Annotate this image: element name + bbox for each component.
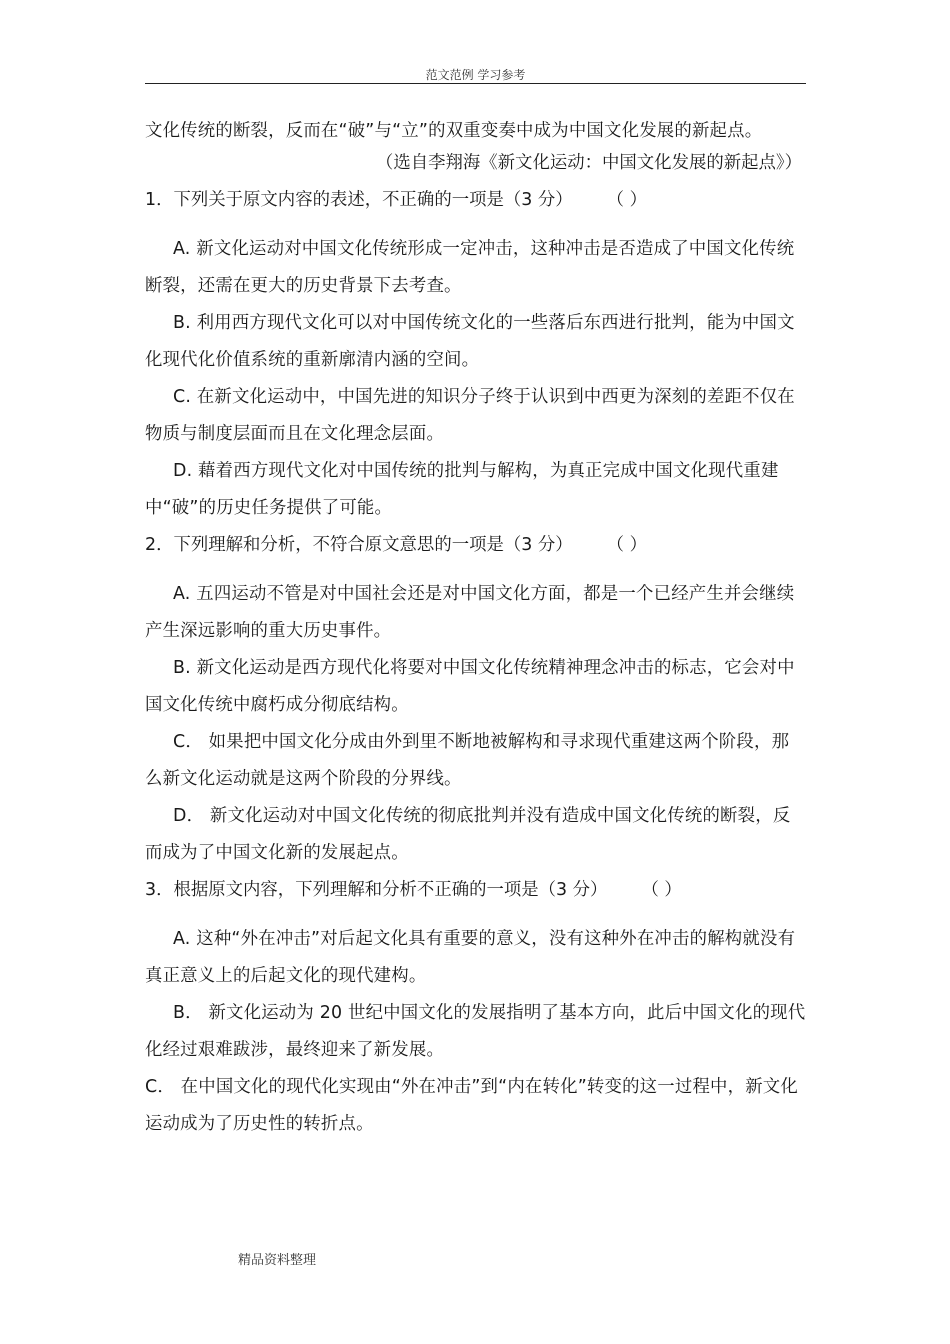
intro-paragraph: 文化传统的断裂，反而在“破”与“立”的双重变奏中成为中国文化发展的新起点。: [145, 121, 763, 141]
source-citation: （选自李翔海《新文化运动：中国文化发展的新起点》）: [375, 153, 802, 173]
question-2-option-d: D． 新文化运动对中国文化传统的彻底批判并没有造成中国文化传统的断裂，反而成为了中国文化新的发展起点。: [145, 806, 791, 863]
question-1-option-a: A. 新文化运动对中国文化传统形成一定冲击，这种冲击是否造成了中国文化传统断裂，还需在更大的历史背景下去考查。: [145, 239, 795, 296]
question-3-answer-blank: （ ）: [641, 880, 682, 900]
question-1-option-d: D. 藉着西方现代文化对中国传统的批判与解构，为真正完成中国文化现代重建中“破”的历史任务提供了可能。: [145, 461, 779, 518]
question-1-option-b: B. 利用西方现代文化可以对中国传统文化的一些落后东西进行批判，能为中国文化现代化价值系统的重新廓清内涵的空间。: [145, 313, 795, 370]
question-1-option-c: C. 在新文化运动中，中国先进的知识分子终于认识到中西更为深刻的差距不仅在物质与制度层面而且在文化理念层面。: [145, 387, 795, 444]
question-3-option-a: A. 这种“外在冲击”对后起文化具有重要的意义，没有这种外在冲击的解构就没有真正意义上的后起文化的现代建构。: [145, 929, 796, 986]
page-header: 范文范例 学习参考: [425, 68, 526, 82]
question-3-option-c: C． 在中国文化的现代化实现由“外在冲击”到“内在转化”转变的这一过程中，新文化运动成为了历史性的转折点。: [145, 1077, 798, 1134]
page-footer: 精品资料整理: [238, 1253, 317, 1268]
question-3-text: 3．根据原文内容，下列理解和分析不正确的一项是（3 分）: [145, 880, 608, 900]
question-2-stem: [145, 527, 806, 564]
question-2-text: 2．下列理解和分析，不符合原文意思的一项是（3 分）: [145, 535, 573, 555]
question-1-text: 1．下列关于原文内容的表述，不正确的一项是（3 分）: [145, 190, 573, 210]
question-1-answer-blank: （ ）: [606, 190, 647, 210]
question-3-stem: [145, 872, 806, 909]
question-2-option-a: A. 五四运动不管是对中国社会还是对中国文化方面，都是一个已经产生并会继续产生深远影响的重大历史事件。: [145, 584, 795, 641]
question-2-option-c: C． 如果把中国文化分成由外到里不断地被解构和寻求现代重建这两个阶段，那么新文化运动就是这两个阶段的分界线。: [145, 732, 790, 789]
document-body: [145, 118, 806, 1143]
question-3-option-b: B． 新文化运动为 20 世纪中国文化的发展指明了基本方向，此后中国文化的现代化经过艰难跋涉，最终迎来了新发展。: [145, 1003, 806, 1060]
question-1-stem: [145, 182, 806, 219]
question-2-answer-blank: （ ）: [606, 535, 647, 555]
question-2-option-b: B. 新文化运动是西方现代化将要对中国文化传统精神理念冲击的标志，它会对中国文化传统中腐朽成分彻底结构。: [145, 658, 795, 715]
header-divider: [145, 83, 806, 84]
